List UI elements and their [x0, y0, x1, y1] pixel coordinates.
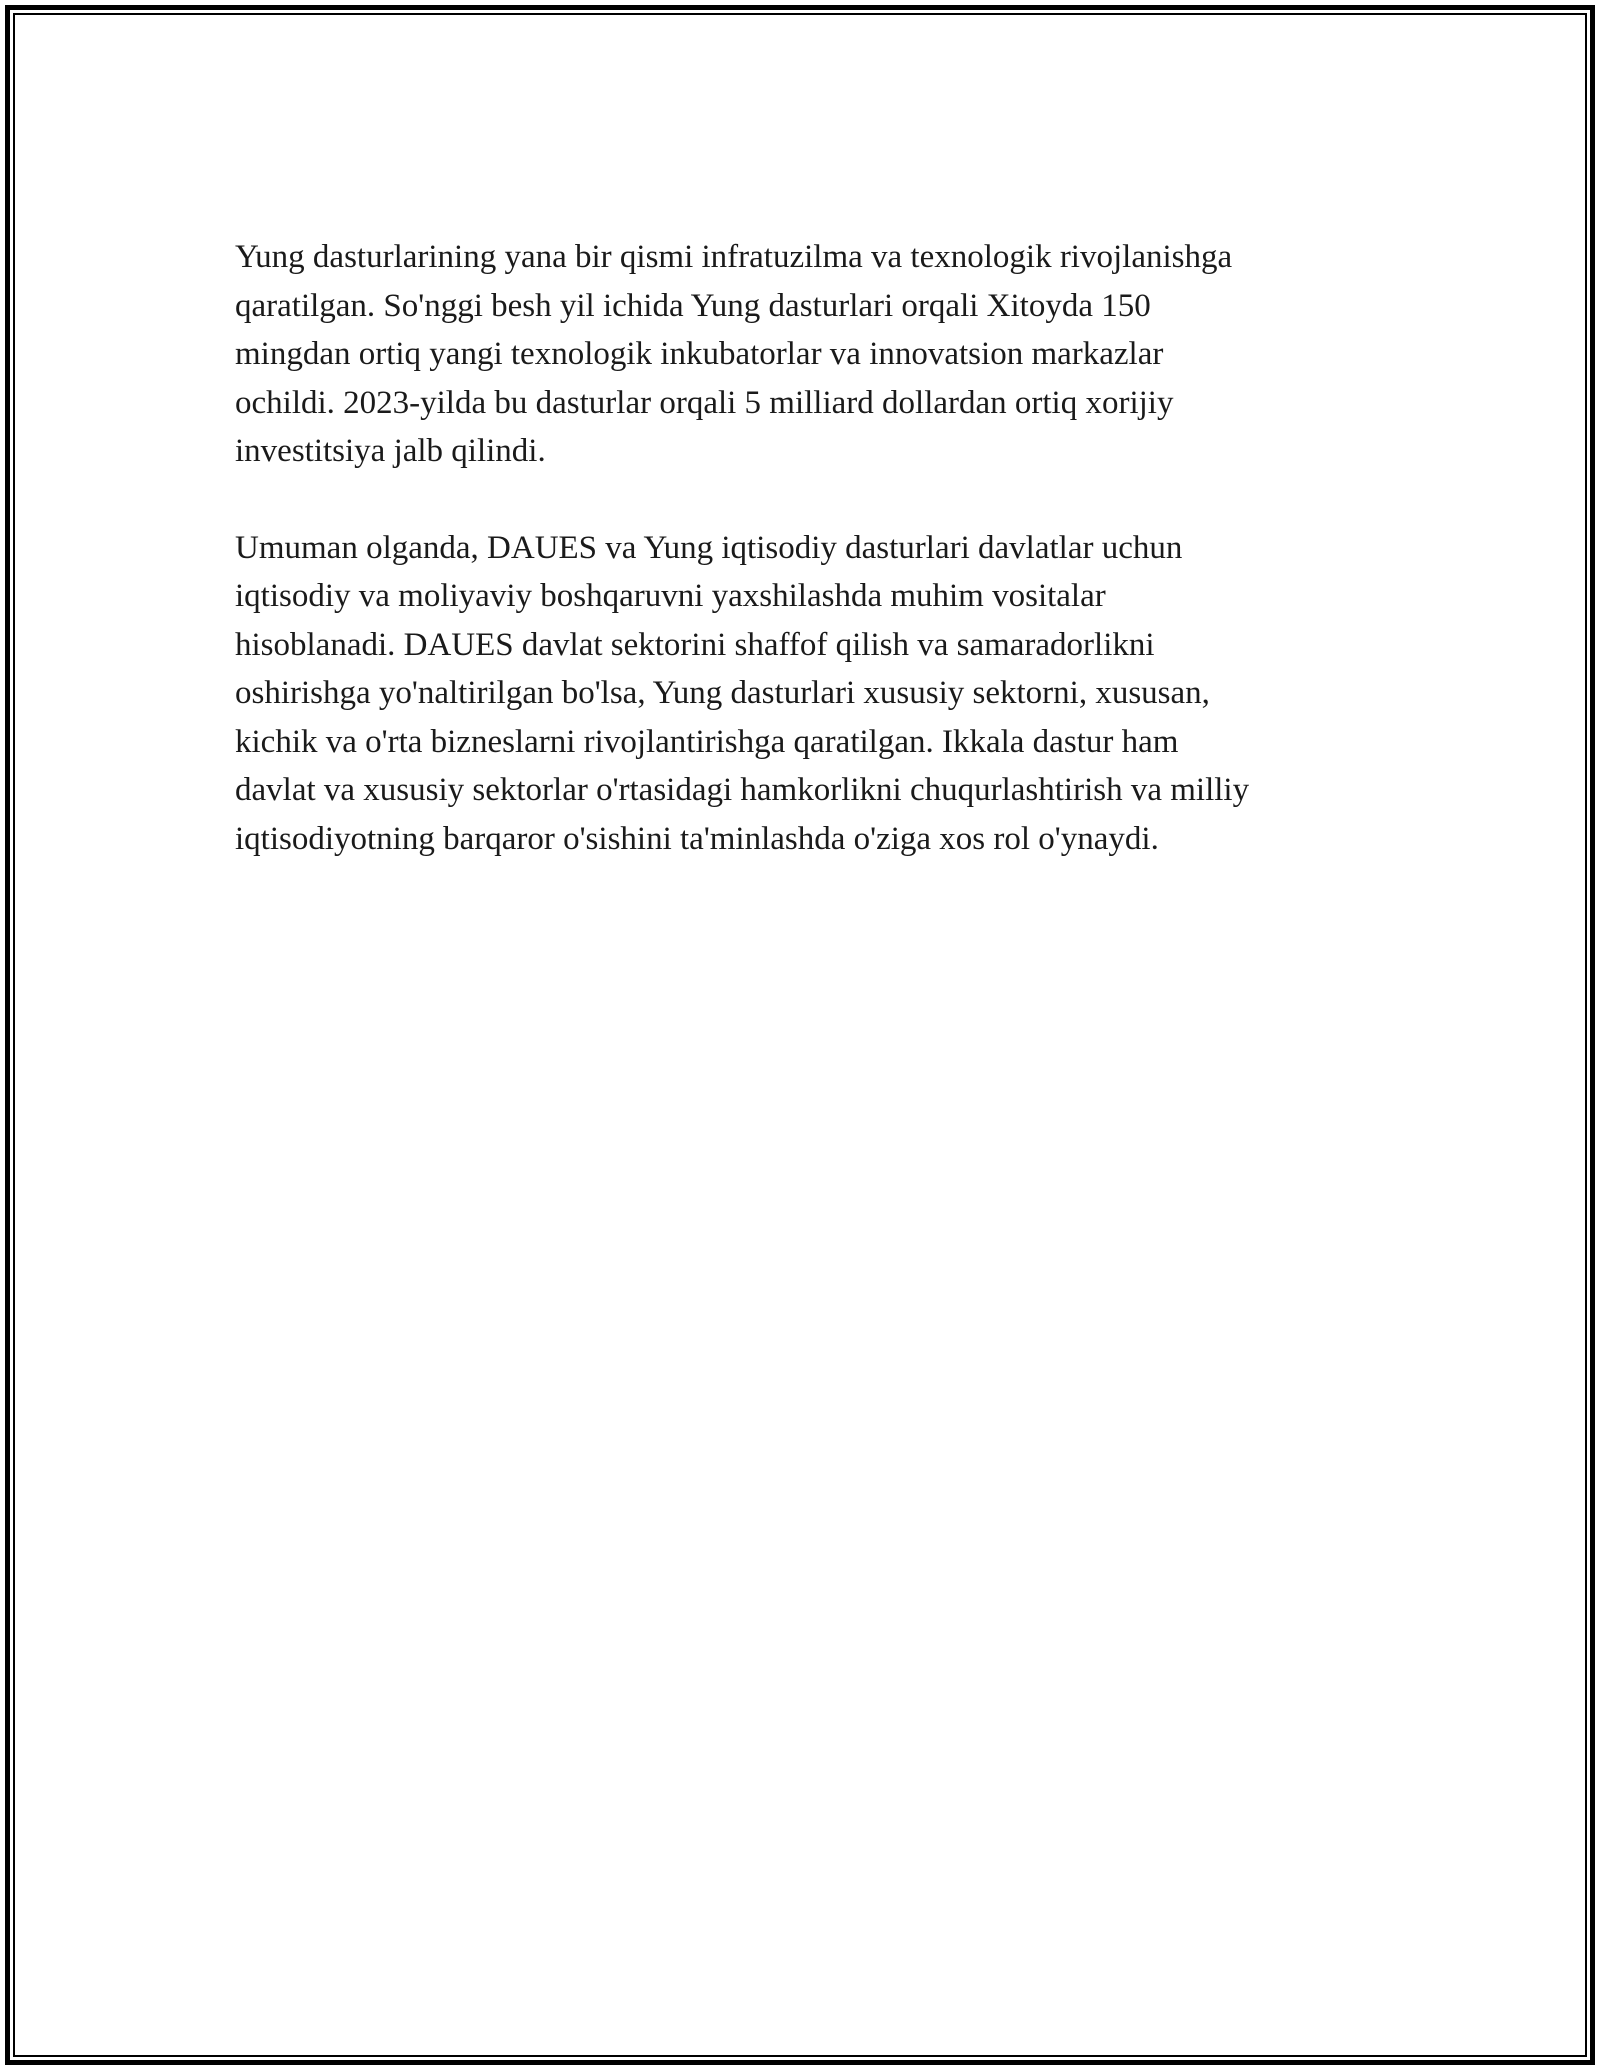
paragraph-2-line-3: hisoblanadi. DAUES davlat sektorini shaffof qilish va samaradorlikni	[235, 626, 1155, 663]
paragraph-1-line-2: qaratilgan. So'nggi besh yil ichida Yung dasturlari orqali Xitoyda 150	[235, 287, 1151, 324]
paragraph-1-line-3: mingdan ortiq yangi texnologik inkubatorlar va innovatsion markazlar	[235, 336, 1164, 372]
document-body	[235, 233, 1370, 911]
paragraph-1	[235, 233, 1370, 476]
paragraph-2-line-5: kichik va o'rta bizneslarni rivojlantirishga qaratilgan. Ikkala dastur ham	[235, 723, 1179, 760]
paragraph-1-line-1: Yung dasturlarining yana bir qismi infratuzilma va texnologik rivojlanishga	[235, 239, 1233, 275]
paragraph-1-line-4: ochildi. 2023-yilda bu dasturlar orqali 5 milliard dollardan ortiq xorijiy	[235, 384, 1174, 421]
paragraph-2-line-7: iqtisodiyotning barqaror o'sishini ta'minlashda o'ziga xos rol o'ynaydi.	[235, 820, 1159, 857]
paragraph-1-line-5: investitsiya jalb qilindi.	[235, 433, 546, 469]
paragraph-2-line-6: davlat va xususiy sektorlar o'rtasidagi hamkorlikni chuqurlashtirish va milliy	[235, 772, 1250, 808]
paragraph-2-line-2: iqtisodiy va moliyaviy boshqaruvni yaxshilashda muhim vositalar	[235, 578, 1106, 614]
paragraph-2-line-4: oshirishga yo'naltirilgan bo'lsa, Yung dasturlari xususiy sektorni, xususan,	[235, 675, 1210, 711]
paragraph-2-line-1: Umuman olganda, DAUES va Yung iqtisodiy dasturlari davlatlar uchun	[235, 529, 1183, 566]
paragraph-2	[235, 524, 1370, 864]
